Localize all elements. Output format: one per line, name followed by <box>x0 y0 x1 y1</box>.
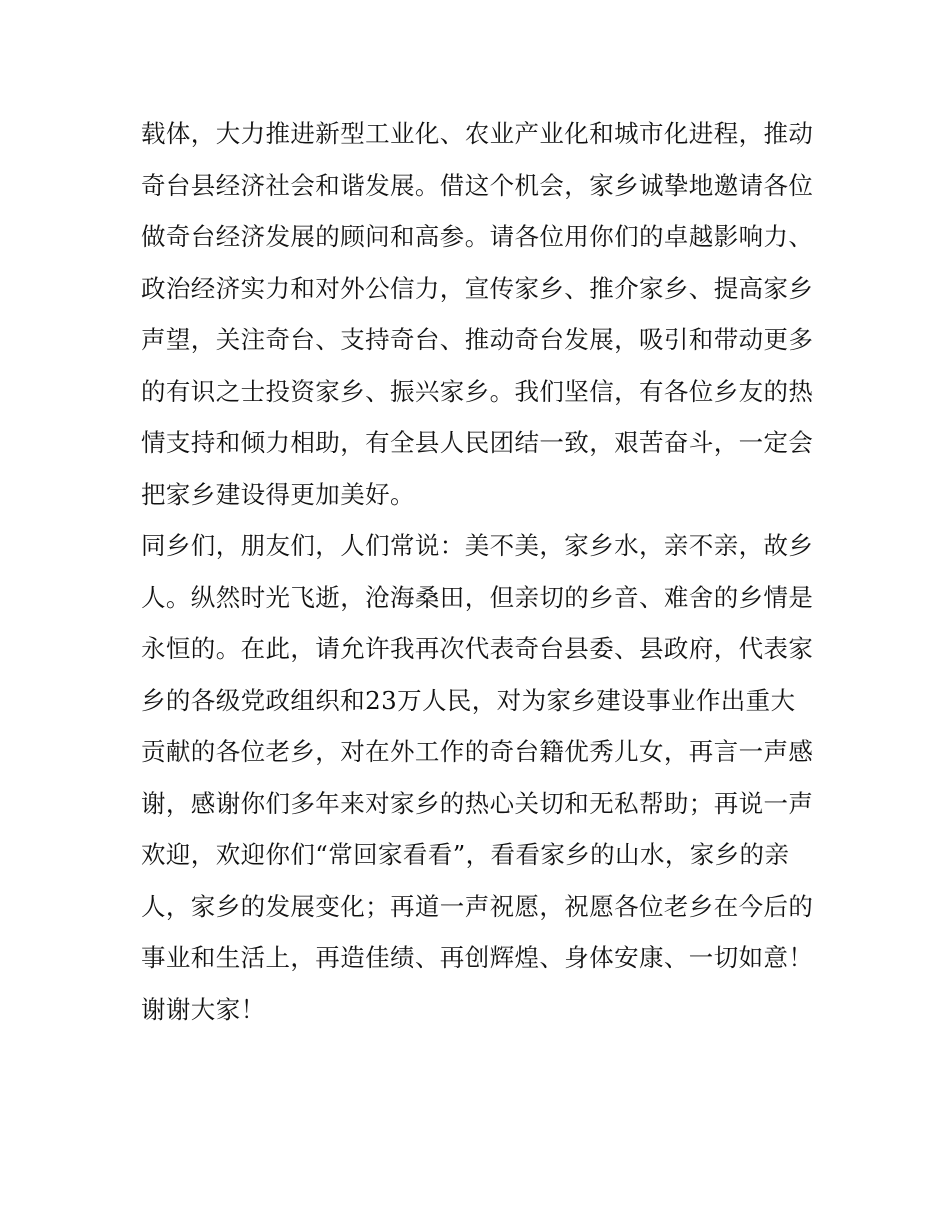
text-line: 奇台县经济社会和谐发展。借这个机会，家乡诚挚地邀请各位 <box>141 170 814 200</box>
text-line: 乡的各级党政组织和23万人民，对为家乡建设事业作出重大 <box>141 685 796 715</box>
text-line: 人，家乡的发展变化；再道一声祝愿，祝愿各位老乡在今后的 <box>141 891 814 921</box>
text-line: 事业和生活上，再造佳绩、再创辉煌、身体安康、一切如意！ <box>141 943 814 972</box>
text-line: 贡献的各位老乡，对在外工作的奇台籍优秀儿女，再言一声感 <box>141 737 814 766</box>
text-line: 谢，感谢你们多年来对家乡的热心关切和无私帮助；再说一声 <box>141 788 814 818</box>
text-line: 欢迎，欢迎你们“常回家看看”，看看家乡的山水，家乡的亲 <box>141 840 790 869</box>
text-line: 永恒的。在此，请允许我再次代表奇台县委、县政府，代表家 <box>141 634 814 663</box>
text-line: 人。纵然时光飞逝，沧海桑田，但亲切的乡音、难舍的乡情是 <box>141 582 814 612</box>
text-line: 声望，关注奇台、支持奇台、推动奇台发展，吸引和带动更多 <box>141 325 814 354</box>
text-line: 同乡们，朋友们，人们常说：美不美，家乡水，亲不亲，故乡 <box>141 531 814 560</box>
text-line: 载体，大力推进新型工业化、农业产业化和城市化进程，推动 <box>141 119 814 148</box>
text-line: 把家乡建设得更加美好。 <box>141 479 415 509</box>
text-line: 的有识之士投资家乡、振兴家乡。我们坚信，有各位乡友的热 <box>141 376 814 406</box>
text-line: 做奇台经济发展的顾问和高参。请各位用你们的卓越影响力、 <box>141 222 814 251</box>
speech-text-block <box>141 108 831 1035</box>
text-line: 谢谢大家！ <box>141 994 266 1024</box>
text-line: 情支持和倾力相助，有全县人民团结一致，艰苦奋斗，一定会 <box>141 428 814 457</box>
text-line: 政治经济实力和对外公信力，宣传家乡、推介家乡、提高家乡 <box>141 273 814 303</box>
